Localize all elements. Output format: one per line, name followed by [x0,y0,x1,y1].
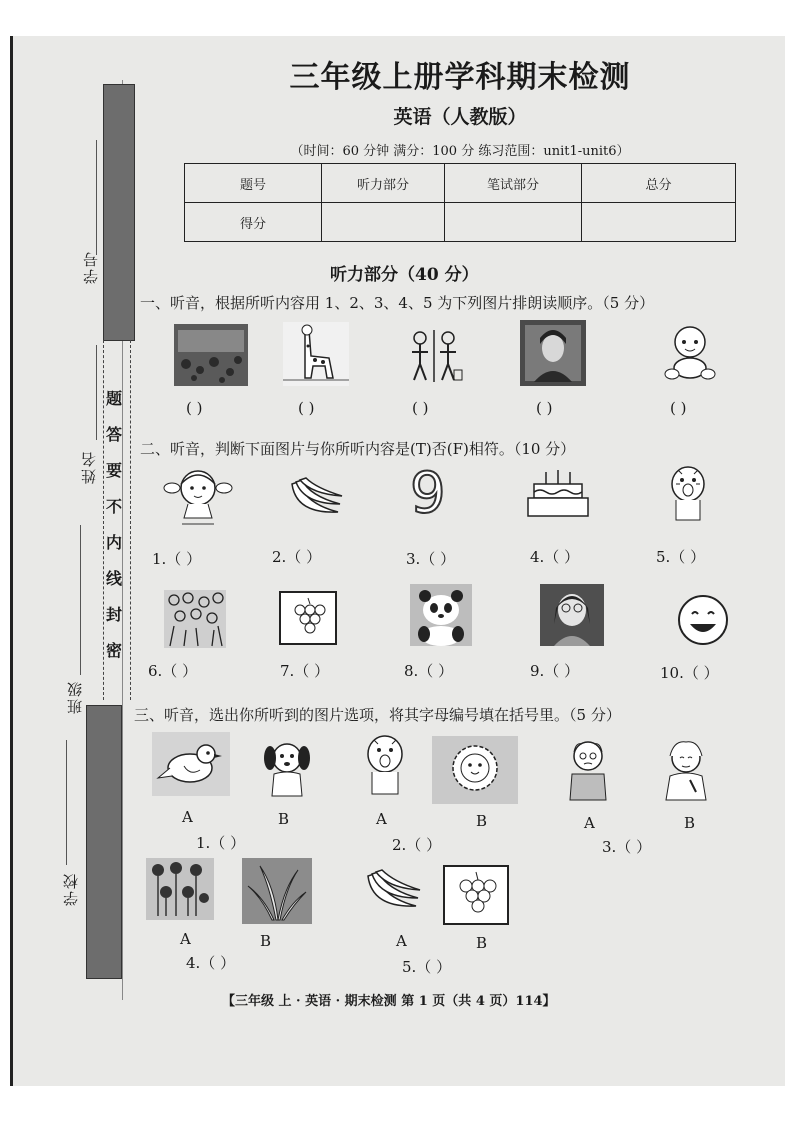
girl-with-glasses-icon [540,584,604,646]
table-row [185,164,736,203]
section1-instruction: 一、听音，根据所听内容用 1、2、3、4、5 为下列图片排朗读顺序。（5 分） [140,294,655,312]
option-b-label: B [476,812,488,830]
score-input-cell[interactable] [445,203,582,242]
answer-blank[interactable]: ( ) [298,399,315,417]
lion-icon [432,736,518,804]
bird-icon [152,732,230,796]
seal-char: 密 [106,641,123,660]
answer-blank[interactable]: ( ) [536,399,553,417]
table-cell: 得分 [185,203,322,242]
section2-instruction: 二、听音，判断下面图片与你所听内容是(T)否(F)相符。（10 分） [140,440,576,458]
tf-answer-blank[interactable]: 6.（ ） [148,662,198,680]
two-children-cleaning-icon [404,326,464,384]
school-label: 学校 [62,872,80,906]
grapes-icon [278,590,338,646]
seal-char: 内 [106,533,123,552]
bananas-icon [362,866,422,916]
tf-answer-blank[interactable]: 10.（ ） [660,664,719,682]
seal-char: 封 [106,605,123,624]
baby-doll-icon [660,322,720,382]
tf-answer-blank[interactable]: 2.（ ） [272,548,322,566]
seal-char: 不 [106,497,123,516]
student-id-line [96,140,97,255]
page-title: 三年级上册学科期末检测 [289,60,631,95]
binding-strip-top [103,84,135,341]
table-cell: 题号 [185,164,322,203]
option-b-label: B [278,810,290,828]
bananas-icon [286,474,346,520]
choice-answer-blank[interactable]: 1.（ ） [196,834,246,852]
roses-icon [146,858,214,920]
option-b-label: B [684,814,696,832]
answer-blank[interactable]: ( ) [670,399,687,417]
page-bottom-margin [0,1086,794,1123]
score-table [184,163,736,242]
option-b-label: B [260,932,272,950]
answer-blank[interactable]: ( ) [412,399,429,417]
seal-char: 要 [106,461,123,480]
name-label: 姓名 [80,450,98,484]
woman-portrait-icon [520,320,586,386]
grapes-icon [442,864,510,926]
option-a-label: A [376,810,387,828]
grandma-icon [660,736,712,804]
option-b-label: B [476,934,488,952]
tf-answer-blank[interactable]: 7.（ ） [280,662,330,680]
class-line [80,525,81,675]
seal-char: 线 [106,569,123,588]
tiger-icon [364,732,406,798]
tf-answer-blank[interactable]: 1.（ ） [152,550,202,568]
section3-instruction: 三、听音，选出你所听到的图片选项，将其字母编号填在括号里。（5 分） [134,706,621,724]
table-cell: 笔试部分 [445,164,582,203]
option-a-label: A [584,814,595,832]
giraffe-drawing-icon [283,322,349,386]
choice-answer-blank[interactable]: 5.（ ） [402,958,452,976]
choice-answer-blank[interactable]: 4.（ ） [186,954,236,972]
choice-answer-blank[interactable]: 3.（ ） [602,838,652,856]
table-cell: 听力部分 [322,164,445,203]
smiley-face-icon [676,594,730,646]
choice-answer-blank[interactable]: 2.（ ） [392,836,442,854]
school-line [66,740,67,865]
tf-answer-blank[interactable]: 5.（ ） [656,548,706,566]
grandpa-icon [562,736,614,804]
seal-char: 答 [106,425,123,444]
option-a-label: A [180,930,191,948]
tf-answer-blank[interactable]: 9.（ ） [530,662,580,680]
score-input-cell[interactable] [582,203,736,242]
option-a-label: A [396,932,407,950]
panda-icon [410,584,472,646]
grass-icon [242,858,312,924]
option-a-label: A [182,808,193,826]
tf-answer-blank[interactable]: 4.（ ） [530,548,580,566]
table-cell: 总分 [582,164,736,203]
answer-blank[interactable]: ( ) [186,399,203,417]
listening-section-title: 听力部分（40 分） [330,265,479,285]
number-nine-icon: 9 [410,461,446,526]
binding-strip-bottom [86,705,122,979]
animals-crowd-photo-icon [174,324,248,386]
tf-answer-blank[interactable]: 3.（ ） [406,550,456,568]
girl-face-icon [162,466,234,528]
name-line [96,345,97,440]
tiger-icon [668,462,708,524]
class-label: 班级 [66,680,84,714]
table-row [185,203,736,242]
exam-info: （时间：60 分钟 满分：100 分 练习范围：unit1-unit6） [290,144,630,159]
seal-char: 题 [106,389,123,408]
student-id-label: 学号 [82,250,100,284]
page-footer: 【三年级 上 · 英语 · 期末检测 第 1 页（共 4 页）114】 [222,994,556,1009]
tf-answer-blank[interactable]: 8.（ ） [404,662,454,680]
birthday-cake-icon [526,468,590,522]
page-subtitle: 英语（人教版） [393,106,527,128]
puppy-icon [262,736,312,800]
score-input-cell[interactable] [322,203,445,242]
flower-garden-icon [164,590,226,648]
